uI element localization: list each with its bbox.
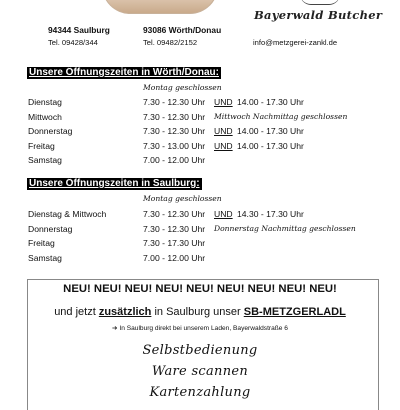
shop-logo-image [102, 0, 218, 14]
saulburg-closed-note: Montag geschlossen [143, 194, 222, 203]
feature-card-payment: Kartenzahlung [149, 385, 251, 400]
promo-location [0, 324, 400, 332]
hours-und: UND [214, 140, 233, 151]
hours-time-morning: 7.30 - 12.30 Uhr [143, 209, 206, 219]
woerth-hours-heading: Unsere Öffnungszeiten in Wörth/Donau: [29, 67, 219, 78]
feature-scan-goods: Ware scannen [151, 364, 249, 379]
butcher-logo-arc [300, 0, 340, 5]
butcher-logo-text: Bayerwald Butcher [254, 8, 383, 22]
saulburg-phone: Tel. 09428/344 [48, 38, 98, 47]
hours-time-morning: 7.30 - 12.30 Uhr [143, 223, 206, 234]
promo-text-mid: in Saulburg unser [151, 306, 244, 318]
hours-time-morning: 7.30 - 13.00 Uhr [143, 140, 206, 151]
hours-time-morning: 7.30 - 12.30 Uhr [143, 111, 206, 122]
promo-sb-metzgerladl: SB-METZGERLADL [243, 306, 346, 318]
hours-time-morning: 7.30 - 12.30 Uhr [143, 97, 206, 107]
hours-note: Donnerstag Nachmittag geschlossen [214, 223, 356, 233]
hours-day: Freitag [28, 140, 55, 151]
promo-zusaetzlich: zusätzlich [98, 306, 152, 318]
hours-day: Donnerstag [28, 223, 73, 234]
woerth-address: 93086 Wörth/Donau [143, 25, 222, 35]
woerth-closed-note: Montag geschlossen [143, 83, 222, 92]
hours-time-afternoon: 14.30 - 17.30 Uhr [237, 209, 304, 219]
promo-location-note: In Saulburg direkt bei unserem Laden, Bayerwaldstraße 6 [119, 325, 288, 332]
hours-day: Dienstag & Mittwoch [28, 209, 107, 219]
hours-time-afternoon: 14.00 - 17.30 Uhr [237, 140, 304, 151]
promo-text-pre: und jetzt [54, 306, 99, 318]
saulburg-address: 94344 Saulburg [48, 25, 110, 35]
hours-time-afternoon: 14.00 - 17.30 Uhr [237, 126, 304, 136]
hours-day: Samstag [28, 155, 62, 165]
hours-day: Dienstag [28, 97, 62, 107]
hours-day: Donnerstag [28, 126, 73, 136]
hours-day: Samstag [28, 252, 62, 263]
arrow-icon: ➔ [112, 325, 118, 332]
email-address[interactable]: info@metzgerei-zankl.de [253, 38, 338, 47]
hours-time-morning: 7.00 - 12.00 Uhr [143, 155, 206, 165]
hours-time-morning: 7.30 - 12.30 Uhr [143, 126, 206, 136]
hours-und: UND [214, 97, 233, 107]
feature-self-service: Selbstbedienung [142, 343, 258, 358]
hours-day: Freitag [28, 238, 55, 248]
hours-note: Mittwoch Nachmittag geschlossen [214, 111, 348, 121]
woerth-phone: Tel. 09482/2152 [143, 38, 198, 47]
hours-time-afternoon: 14.00 - 17.30 Uhr [237, 97, 304, 107]
hours-time-morning: 7.00 - 12.00 Uhr [143, 252, 206, 263]
hours-time-morning: 7.30 - 17.30 Uhr [143, 238, 206, 248]
saulburg-hours-heading: Unsere Öffnungszeiten in Saulburg: [29, 178, 200, 189]
hours-und: UND [214, 126, 233, 136]
hours-day: Mittwoch [28, 111, 62, 122]
hours-und: UND [214, 209, 233, 219]
promo-headline [0, 306, 400, 318]
promo-neu-line: NEU! NEU! NEU! NEU! NEU! NEU! NEU! NEU! NEU! [63, 283, 337, 295]
